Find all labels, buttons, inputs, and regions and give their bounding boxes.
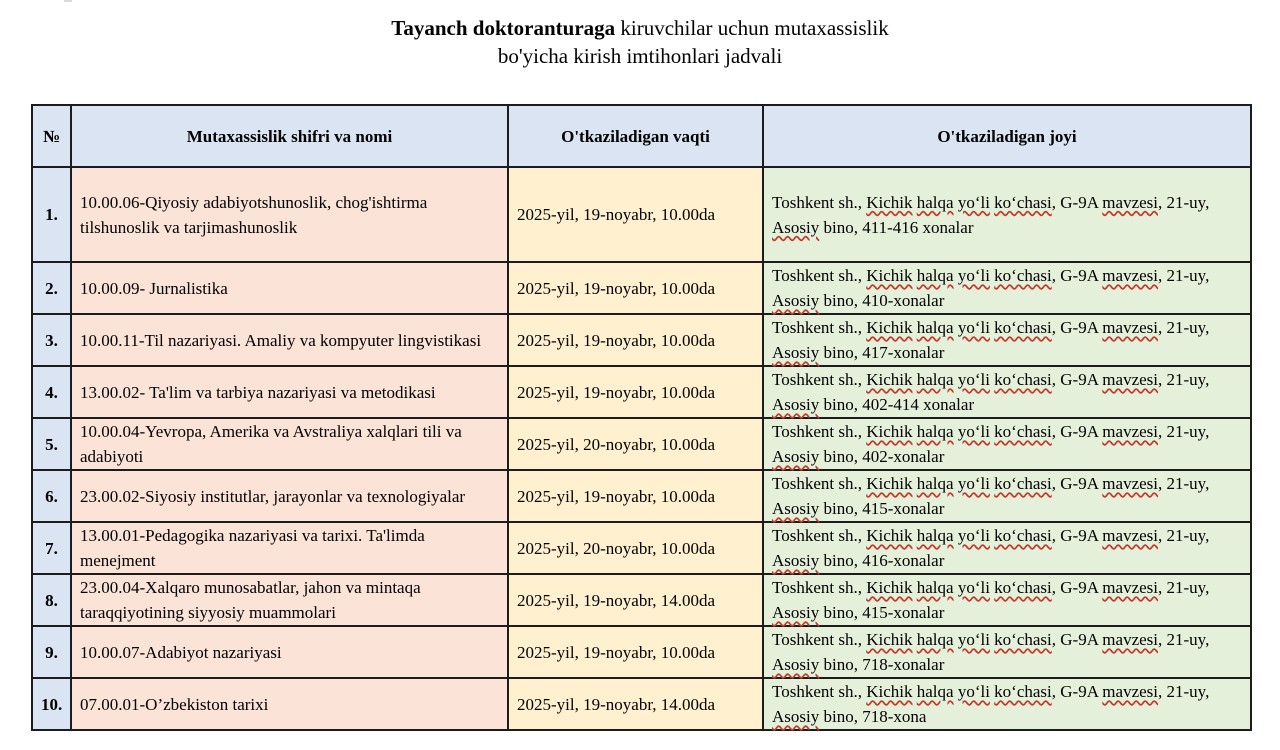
- specialty-cell: 10.00.09- Jurnalistika: [71, 262, 508, 314]
- specialty-cell: 10.00.04-Yevropa, Amerika va Avstraliya xalqlari tili va adabiyoti: [71, 418, 508, 470]
- row-number: 9.: [32, 626, 71, 678]
- title-bold: Tayanch doktoranturaga: [391, 16, 616, 40]
- time-cell: 2025-yil, 19-noyabr, 10.00da: [508, 626, 763, 678]
- document-title: [0, 14, 1280, 70]
- place-cell: Toshkent sh., Kichik halqa yo‘li ko‘chasi, G-9A mavzesi, 21-uy, Asosiy bino, 415-xonalar: [763, 470, 1251, 522]
- time-cell: 2025-yil, 19-noyabr, 14.00da: [508, 574, 763, 626]
- row-number: 1.: [32, 167, 71, 262]
- row-number: 3.: [32, 314, 71, 366]
- exam-schedule-table: [31, 104, 1252, 731]
- time-cell: 2025-yil, 19-noyabr, 10.00da: [508, 366, 763, 418]
- place-cell: Toshkent sh., Kichik halqa yo‘li ko‘chasi, G-9A mavzesi, 21-uy, Asosiy bino, 402-xonalar: [763, 418, 1251, 470]
- place-cell: Toshkent sh., Kichik halqa yo‘li ko‘chasi, G-9A mavzesi, 21-uy, Asosiy bino, 415-xonalar: [763, 574, 1251, 626]
- header-place: O'tkaziladigan joyi: [763, 105, 1251, 167]
- place-cell: Toshkent sh., Kichik halqa yo‘li ko‘chasi, G-9A mavzesi, 21-uy, Asosiy bino, 410-xonalar: [763, 262, 1251, 314]
- table-row: [32, 678, 1251, 730]
- table-row: [32, 314, 1251, 366]
- title-rest: kiruvchilar uchun mutaxassislik: [615, 16, 889, 40]
- time-cell: 2025-yil, 20-noyabr, 10.00da: [508, 522, 763, 574]
- time-cell: 2025-yil, 19-noyabr, 14.00da: [508, 678, 763, 730]
- specialty-cell: 07.00.01-O’zbekiston tarixi: [71, 678, 508, 730]
- specialty-cell: 23.00.04-Xalqaro munosabatlar, jahon va mintaqa taraqqiyotining siyyosiy muammolari: [71, 574, 508, 626]
- top-edge-mark: [64, 0, 72, 2]
- table-row: [32, 366, 1251, 418]
- row-number: 2.: [32, 262, 71, 314]
- table-row: [32, 626, 1251, 678]
- row-number: 7.: [32, 522, 71, 574]
- row-number: 6.: [32, 470, 71, 522]
- place-cell: Toshkent sh., Kichik halqa yo‘li ko‘chasi, G-9A mavzesi, 21-uy, Asosiy bino, 416-xonalar: [763, 522, 1251, 574]
- time-cell: 2025-yil, 19-noyabr, 10.00da: [508, 314, 763, 366]
- table-row: [32, 522, 1251, 574]
- specialty-cell: 13.00.01-Pedagogika nazariyasi va tarixi. Ta'limda menejment: [71, 522, 508, 574]
- row-number: 5.: [32, 418, 71, 470]
- table-row: [32, 167, 1251, 262]
- row-number: 8.: [32, 574, 71, 626]
- specialty-cell: 23.00.02-Siyosiy institutlar, jarayonlar va texnologiyalar: [71, 470, 508, 522]
- place-cell: Toshkent sh., Kichik halqa yo‘li ko‘chasi, G-9A mavzesi, 21-uy, Asosiy bino, 718-xonalar: [763, 626, 1251, 678]
- specialty-cell: 10.00.07-Adabiyot nazariyasi: [71, 626, 508, 678]
- header-time: O'tkaziladigan vaqti: [508, 105, 763, 167]
- table-row: [32, 262, 1251, 314]
- table-body: [32, 167, 1251, 730]
- specialty-cell: 10.00.06-Qiyosiy adabiyotshunoslik, chog'ishtirma tilshunoslik va tarjimashunoslik: [71, 167, 508, 262]
- specialty-cell: 13.00.02- Ta'lim va tarbiya nazariyasi va metodikasi: [71, 366, 508, 418]
- table-header-row: [32, 105, 1251, 167]
- table-row: [32, 574, 1251, 626]
- title-line2: bo'yicha kirish imtihonlari jadvali: [497, 44, 783, 68]
- header-num: №: [32, 105, 71, 167]
- header-spec: Mutaxassislik shifri va nomi: [71, 105, 508, 167]
- table-row: [32, 470, 1251, 522]
- time-cell: 2025-yil, 19-noyabr, 10.00da: [508, 167, 763, 262]
- place-cell: Toshkent sh., Kichik halqa yo‘li ko‘chasi, G-9A mavzesi, 21-uy, Asosiy bino, 417-xonalar: [763, 314, 1251, 366]
- row-number: 10.: [32, 678, 71, 730]
- place-cell: Toshkent sh., Kichik halqa yo‘li ko‘chasi, G-9A mavzesi, 21-uy, Asosiy bino, 402-414 xonalar: [763, 366, 1251, 418]
- table-row: [32, 418, 1251, 470]
- time-cell: 2025-yil, 19-noyabr, 10.00da: [508, 262, 763, 314]
- time-cell: 2025-yil, 20-noyabr, 10.00da: [508, 418, 763, 470]
- specialty-cell: 10.00.11-Til nazariyasi. Amaliy va kompyuter lingvistikasi: [71, 314, 508, 366]
- place-cell: Toshkent sh., Kichik halqa yo‘li ko‘chasi, G-9A mavzesi, 21-uy, Asosiy bino, 718-xona: [763, 678, 1251, 730]
- time-cell: 2025-yil, 19-noyabr, 10.00da: [508, 470, 763, 522]
- row-number: 4.: [32, 366, 71, 418]
- place-cell: Toshkent sh., Kichik halqa yo‘li ko‘chasi, G-9A mavzesi, 21-uy, Asosiy bino, 411-416 xonalar: [763, 167, 1251, 262]
